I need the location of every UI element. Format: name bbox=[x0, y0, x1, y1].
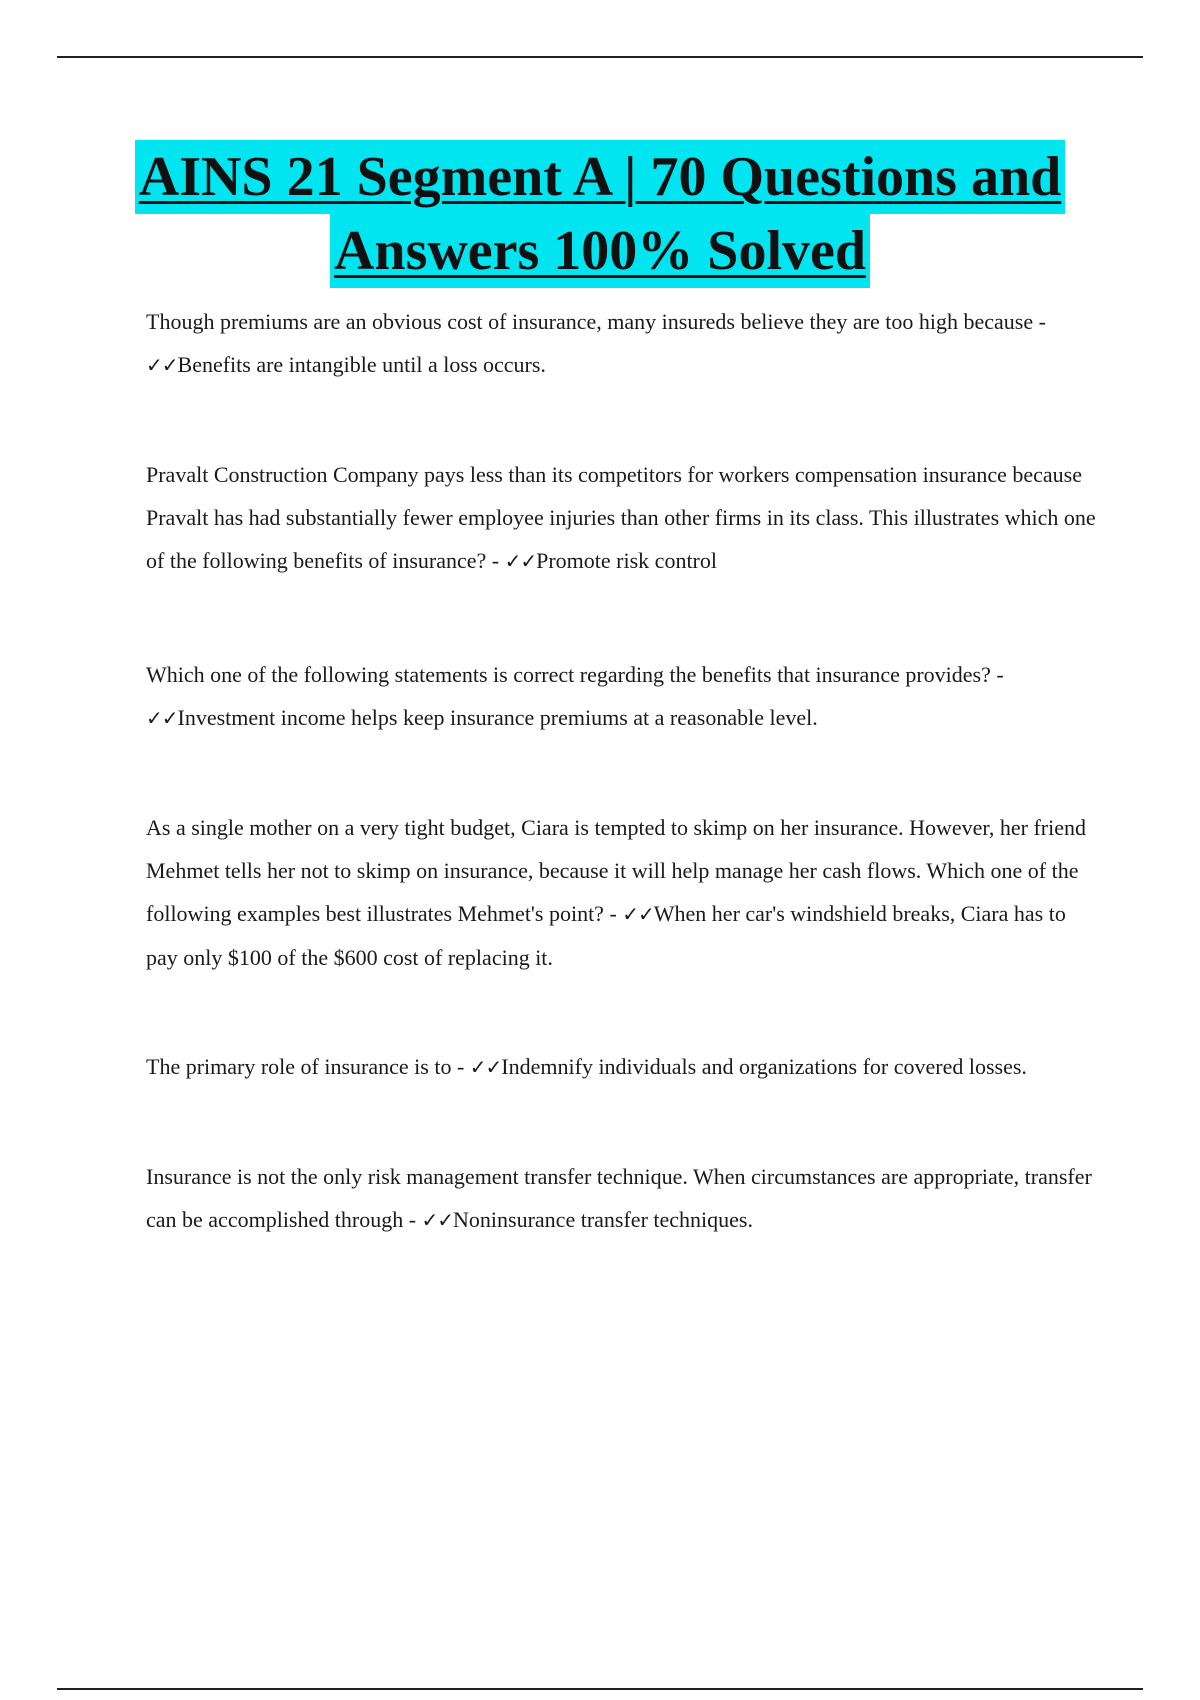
check-mark-icon: ✓✓ bbox=[146, 706, 178, 730]
qa-item bbox=[146, 300, 1096, 387]
title-line-2: Answers 100% Solved bbox=[330, 214, 870, 288]
answer-text: Promote risk control bbox=[536, 548, 717, 573]
question-text: Which one of the following statements is correct regarding the benefits that insurance provides? - bbox=[146, 662, 1004, 687]
document-title bbox=[0, 140, 1200, 288]
question-text: Though premiums are an obvious cost of insurance, many insureds believe they are too high because - bbox=[146, 309, 1046, 334]
answer-text: Investment income helps keep insurance premiums at a reasonable level. bbox=[177, 705, 818, 730]
top-rule bbox=[57, 56, 1143, 58]
qa-list bbox=[146, 300, 1096, 1312]
check-mark-icon: ✓✓ bbox=[622, 902, 654, 926]
check-mark-icon: ✓✓ bbox=[421, 1208, 454, 1232]
check-mark-icon: ✓✓ bbox=[469, 1055, 502, 1079]
question-text: Pravalt Construction Company pays less than its competitors for workers compensation insurance because Pravalt has had substantially fewer employee injuries than other firms in its class. This illustrates which one of the following benefits of insurance? - bbox=[146, 462, 1096, 573]
answer-text: When her car's windshield breaks, Ciara has to pay only $100 of the $600 cost of replacing it. bbox=[146, 901, 1066, 970]
question-text: Insurance is not the only risk management transfer technique. When circumstances are appropriate, transfer can be accomplished through - bbox=[146, 1164, 1092, 1232]
qa-item bbox=[146, 453, 1096, 583]
qa-item bbox=[146, 1155, 1096, 1242]
question-text: The primary role of insurance is to - bbox=[146, 1054, 465, 1079]
answer-text: Indemnify individuals and organizations for covered losses. bbox=[501, 1054, 1027, 1079]
title-line-1: AINS 21 Segment A | 70 Questions and bbox=[135, 140, 1066, 214]
qa-item bbox=[146, 1045, 1096, 1089]
answer-text: Benefits are intangible until a loss occurs. bbox=[177, 352, 546, 377]
answer-text: Noninsurance transfer techniques. bbox=[453, 1207, 753, 1232]
check-mark-icon: ✓✓ bbox=[146, 353, 178, 377]
question-text: As a single mother on a very tight budget, Ciara is tempted to skimp on her insurance. However, her friend Mehmet tells her not to skimp on insurance, because it will help manage her cash flows. Which one of the following examples best illustrates Mehmet's point? - bbox=[146, 815, 1086, 926]
qa-item bbox=[146, 806, 1096, 979]
bottom-rule bbox=[57, 1688, 1143, 1690]
qa-item bbox=[146, 653, 1096, 740]
check-mark-icon: ✓✓ bbox=[504, 549, 537, 573]
